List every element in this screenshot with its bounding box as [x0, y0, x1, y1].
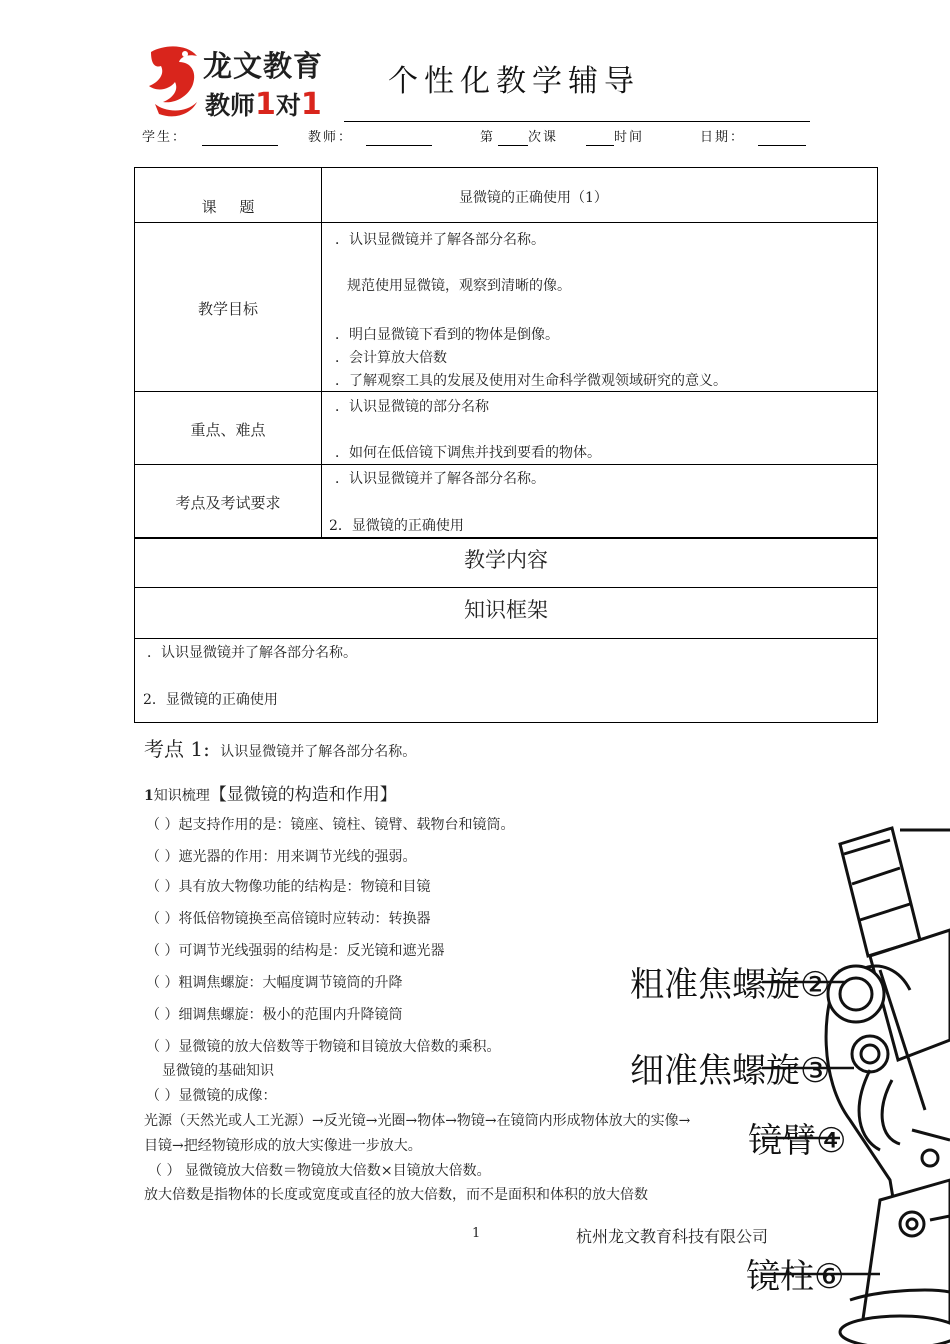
imaging-line: 光源（天然光或人工光源）→反光镜→光圈→物体→物镜→在镜筒内形成物体放大的实像→	[144, 1113, 691, 1129]
key-point-item: ．认识显微镜的部分名称	[335, 399, 489, 415]
goal-item: ．明白显微镜下看到的物体是倒像。	[335, 327, 559, 343]
teaching-content-title: 教学内容	[464, 548, 548, 572]
time-label: 时间	[614, 130, 645, 145]
topic-value: 显微镜的正确使用（1）	[459, 190, 608, 206]
week-blank	[498, 145, 528, 146]
magnification-note: 放大倍数是指物体的长度或宽度或直径的放大倍数，而不是面积和体积的放大倍数	[144, 1187, 648, 1203]
date-blank	[758, 145, 806, 146]
goals-label: 教学目标	[197, 300, 258, 318]
goal-item: 规范使用显微镜，观察到清晰的像。	[347, 278, 571, 294]
logo-tagline: 教师1对1	[205, 87, 322, 122]
company-name: 杭州龙文教育科技有限公司	[576, 1227, 769, 1246]
teacher-blank	[366, 145, 432, 146]
structure-item: （ ）具有放大物像功能的结构是：物镜和目镜	[146, 879, 431, 895]
section-heading: 1知识梳理【显微镜的构造和作用】	[144, 785, 397, 805]
kaodian-label: 考点 1:	[144, 737, 210, 761]
row-divider	[135, 464, 877, 465]
imaging-line: 目镜→把经物镜形成的放大实像进一步放大。	[144, 1138, 422, 1154]
framework-item: ．认识显微镜并了解各部分名称。	[147, 645, 357, 661]
exam-label: 考点及考试要求	[175, 494, 281, 512]
row-divider	[135, 537, 877, 539]
knowledge-framework-title: 知识框架	[464, 598, 548, 622]
logo	[145, 42, 345, 124]
goal-item: ．了解观察工具的发展及使用对生命科学微观领域研究的意义。	[335, 373, 727, 389]
label-arm: 镜臂④	[748, 1121, 847, 1161]
structure-item: （ ）细调焦螺旋：极小的范围内升降镜筒	[146, 1007, 403, 1023]
structure-item: （ ）可调节光线强弱的结构是：反光镜和遮光器	[146, 943, 445, 959]
structure-item: （ ）起支持作用的是：镜座、镜柱、镜臂、载物台和镜筒。	[146, 817, 515, 833]
lesson-label: 次课	[528, 130, 559, 145]
microscope-illustration	[520, 820, 950, 1344]
student-label: 学生：	[142, 130, 188, 145]
structure-item: （ ）粗调焦螺旋：大幅度调节镜筒的升降	[146, 975, 403, 991]
column-divider	[321, 168, 322, 538]
row-divider	[135, 638, 877, 639]
logo-brand-text: 龙文教育	[203, 49, 324, 83]
row-divider	[135, 222, 877, 223]
header-rule	[344, 121, 810, 122]
topic-label: 课 题	[201, 198, 255, 216]
student-info-row	[142, 126, 822, 150]
time-blank	[586, 145, 614, 146]
teacher-label: 教师：	[308, 130, 354, 145]
page-number: 1	[472, 1226, 481, 1241]
kaodian-text: 认识显微镜并了解各部分名称。	[220, 744, 417, 760]
row-divider	[135, 587, 877, 588]
goal-item: ．会计算放大倍数	[335, 350, 447, 366]
week-label: 第	[480, 130, 496, 145]
key-points-label: 重点、难点	[190, 421, 266, 439]
document-title: 个性化教学辅导	[388, 64, 640, 99]
exam-item: 2．显微镜的正确使用	[329, 518, 464, 534]
dragon-logo-icon	[145, 42, 201, 118]
magnification-item: （ ） 显微镜放大倍数＝物镜放大倍数×目镜放大倍数。	[148, 1163, 491, 1179]
key-point-item: ．如何在低倍镜下调焦并找到要看的物体。	[335, 445, 601, 461]
label-coarse-focus-knob: 粗准焦螺旋②	[630, 965, 831, 1005]
structure-item: （ ）遮光器的作用：用来调节光线的强弱。	[146, 849, 417, 865]
basics-title: 显微镜的基础知识	[162, 1063, 274, 1079]
exam-item: ．认识显微镜并了解各部分名称。	[335, 471, 545, 487]
label-pillar: 镜柱⑥	[746, 1257, 845, 1297]
label-fine-focus-knob: 细准焦螺旋③	[630, 1051, 831, 1091]
structure-item: （ ）显微镜的放大倍数等于物镜和目镜放大倍数的乘积。	[146, 1039, 501, 1055]
section-bracket-title: 【显微镜的构造和作用】	[209, 785, 397, 805]
row-divider	[135, 391, 877, 392]
framework-item: 2．显微镜的正确使用	[143, 692, 278, 708]
student-blank	[202, 145, 278, 146]
goal-item: ．认识显微镜并了解各部分名称。	[335, 232, 545, 248]
structure-item: （ ）将低倍物镜换至高倍镜时应转动：转换器	[146, 911, 431, 927]
imaging-item: （ ）显微镜的成像：	[146, 1088, 277, 1104]
lesson-plan-table	[134, 167, 878, 723]
date-label: 日期：	[700, 130, 746, 145]
kaodian-heading	[144, 733, 416, 762]
